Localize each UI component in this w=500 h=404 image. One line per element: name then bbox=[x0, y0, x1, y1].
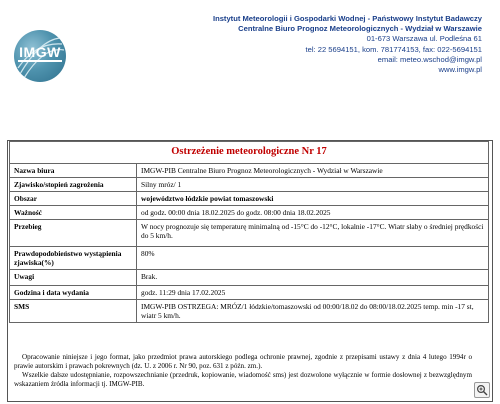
logo-label: IMGW bbox=[19, 44, 61, 60]
warning-title: Ostrzeżenie meteorologiczne Nr 17 bbox=[10, 142, 489, 164]
table-row bbox=[10, 206, 489, 220]
logo-text bbox=[14, 45, 66, 63]
address: 01-673 Warszawa ul. Podleśna 61 bbox=[366, 34, 482, 44]
redistribution-paragraph: Wszelkie dalsze udostępnianie, rozpowszechnianie (przedruk, kopiowanie, wiadomość sms) jest dozwolone wyłącznie w formie dosłownej z bezwzględnym wskazaniem źródła informacji tj. IMGW-PIB. bbox=[14, 371, 472, 388]
institute-info bbox=[142, 14, 482, 75]
row-value: 80% bbox=[137, 247, 489, 270]
table-row bbox=[10, 178, 489, 192]
row-value: województwo łódzkie powiat tomaszowski bbox=[137, 192, 489, 206]
document-header bbox=[0, 0, 500, 118]
table-row bbox=[10, 220, 489, 247]
row-label: Zjawisko/stopień zagrożenia bbox=[10, 178, 137, 192]
copyright-paragraph: Opracowanie niniejsze i jego format, jako przedmiot prawa autorskiego podlega ochronie prawnej, zgodnie z przepisami ustawy z dnia 4 lutego 1994r o prawie autorskim i prawach pokrewnych (dz. U. z 2006 r. Nr 90, poz. 631 z późn. zm.). bbox=[14, 353, 472, 370]
row-label: Uwagi bbox=[10, 270, 137, 286]
row-label: Prawdopodobieństwo wystąpienia zjawiska(%) bbox=[10, 247, 137, 270]
row-label: Przebieg bbox=[10, 220, 137, 247]
office-name: Centralne Biuro Prognoz Meteorologicznych - Wydział w Warszawie bbox=[238, 24, 482, 34]
row-label: Ważność bbox=[10, 206, 137, 220]
row-value: godz. 11:29 dnia 17.02.2025 bbox=[137, 286, 489, 300]
row-value: IMGW-PIB OSTRZEGA: MRÓZ/1 łódzkie/tomaszowski od 00:00/18.02 do 08:00/18.02.2025 temp. min -17 st, wiatr 5 km/h. bbox=[137, 300, 489, 323]
row-label: Godzina i data wydania bbox=[10, 286, 137, 300]
row-label: SMS bbox=[10, 300, 137, 323]
row-label: Nazwa biura bbox=[10, 164, 137, 178]
phone-line: tel: 22 5694151, kom. 781774153, fax: 022-5694151 bbox=[305, 44, 482, 54]
table-row bbox=[10, 286, 489, 300]
row-value: od godz. 00:00 dnia 18.02.2025 do godz. 08:00 dnia 18.02.2025 bbox=[137, 206, 489, 220]
row-label: Obszar bbox=[10, 192, 137, 206]
table-row bbox=[10, 270, 489, 286]
institute-name: Instytut Meteorologii i Gospodarki Wodnej - Państwowy Instytut Badawczy bbox=[212, 14, 482, 23]
table-row bbox=[10, 247, 489, 270]
row-value: IMGW-PIB Centralne Biuro Prognoz Meteorologicznych - Wydział w Warszawie bbox=[137, 164, 489, 178]
table-row bbox=[10, 300, 489, 323]
warning-table bbox=[9, 141, 489, 323]
imgw-logo bbox=[14, 30, 66, 82]
row-value: W nocy prognozuje się temperaturę minimalną od -15°C do -12°C, lokalnie -17°C. Wiatr słaby o średniej prędkości do 5 km/h. bbox=[137, 220, 489, 247]
copyright-notice bbox=[14, 353, 472, 389]
row-value: Brak. bbox=[137, 270, 489, 286]
table-row bbox=[10, 192, 489, 206]
zoom-in-icon[interactable] bbox=[474, 382, 490, 398]
title-row bbox=[10, 142, 489, 164]
row-value: Silny mróz/ 1 bbox=[137, 178, 489, 192]
table-row bbox=[10, 164, 489, 178]
website-line: www.imgw.pl bbox=[438, 65, 482, 75]
email-line: email: meteo.wschod@imgw.pl bbox=[377, 54, 482, 64]
